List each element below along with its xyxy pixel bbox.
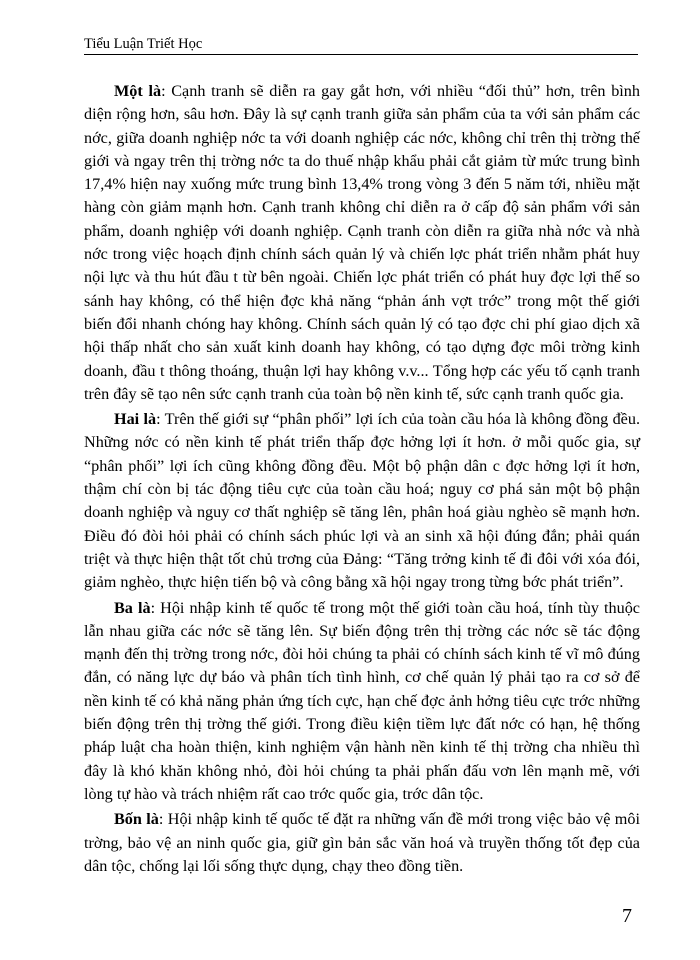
paragraph-lead: Hai là [114,410,157,429]
paragraph-text: : Hội nhập kinh tế quốc tế đặt ra những vấn đề mới trong việc bảo vệ môi trờng, bảo vệ an ninh quốc gia, giữ gìn bản sắc văn hoá và truyền thống tốt đẹp của dân tộc, chống lại lối sống thực dụng, chạy theo đồng tiền. [84,810,640,875]
paragraph-lead: Bốn là [114,810,159,829]
paragraph-hai-la [84,408,640,594]
paragraph-bon-la [84,808,640,878]
document-body [84,80,640,878]
page-number: 7 [622,905,632,927]
running-header: Tiểu Luận Triết Học [84,36,638,55]
paragraph-mot-la [84,80,640,406]
paragraph-lead: Ba là [114,598,151,617]
paragraph-text: : Hội nhập kinh tế quốc tế trong một thế giới toàn cầu hoá, tính tùy thuộc lẫn nhau giữa các nớc sẽ tăng lên. Sự biến động trên thị trờng các nớc sẽ tác động mạnh đến thị trờng trong nớc, đòi hỏi chúng ta phải có chính sách kinh tế vĩ mô đúng đắn, có năng lực dự báo và phân tích tình hình, cơ chế quản lý phải tạo ra cơ sở để nền kinh tế có khả năng phản ứng tích cực, hạn chế đợc ảnh hởng tiêu cực trớc những biến động trên thị trờng thế giới. Trong điều kiện tiềm lực đất nớc có hạn, hệ thống pháp luật cha hoàn thiện, kinh nghiệm vận hành nền kinh tế thị trờng cha nhiều thì đây là khó khăn không nhỏ, đòi hỏi chúng ta phải phấn đấu vơn lên mạnh mẽ, với lòng tự hào và trách nhiệm rất cao trớc quốc gia, trớc dân tộc. [84,598,640,803]
paragraph-lead: Một là [114,82,162,100]
paragraph-ba-la [84,597,640,807]
paragraph-text: : Cạnh tranh sẽ diễn ra gay gắt hơn, với nhiều “đối thủ” hơn, trên bình diện rộng hơn, sâu hơn. Đây là sự cạnh tranh giữa sản phẩm của ta với sản phẩm các nớc, giữa doanh nghiệp nớc ta với doanh nghiệp các nớc, không chỉ trên thị trờng thế giới và ngay trên thị trờng nớc ta do thuế nhập khẩu phải cắt giảm từ mức trung bình 17,4% hiện nay xuống mức trung bình 13,4% trong vòng 3 đến 5 năm tới, nhiều mặt hàng còn giảm mạnh hơn. Cạnh tranh không chỉ diễn ra ở cấp độ sản phẩm với sản phẩm, doanh nghiệp với doanh nghiệp. Cạnh tranh còn diễn ra giữa nhà nớc và nhà nớc trong việc hoạch định chính sách quản lý và chiến lợc phát triển nhằm phát huy nội lực và thu hút đầu t từ bên ngoài. Chiến lợc phát triển có phát huy đợc lợi thế so sánh hay không, có thể hiện đợc khả năng “phản ánh vợt trớc” trong một thế giới biến đổi nhanh chóng hay không. Chính sách quản lý có tạo đợc chi phí giao dịch xã hội thấp nhất cho sản xuất kinh doanh hay không, có tạo dựng đợc môi trờng kinh doanh, đầu t thông thoáng, thuận lợi hay không v.v... Tổng hợp các yếu tố cạnh tranh trên đây sẽ tạo nên sức cạnh tranh của toàn bộ nền kinh tế, sức cạnh tranh quốc gia. [84,82,640,403]
paragraph-text: : Trên thế giới sự “phân phối” lợi ích của toàn cầu hóa là không đồng đều. Những nớc có nền kinh tế phát triển thấp đợc hởng lợi ít hơn. ở mỗi quốc gia, sự “phân phối” lợi ích cũng không đồng đều. Một bộ phận dân c đợc hởng lợi ít hơn, thậm chí còn bị tác động tiêu cực của toàn cầu hoá; nguy cơ phá sản một bộ phận doanh nghiệp và nguy cơ thất nghiệp sẽ tăng lên, phân hoá giàu nghèo sẽ mạnh hơn. Điều đó đòi hỏi phải có chính sách phúc lợi và an sinh xã hội đúng đắn; phải quán triệt và thực hiện thật tốt chủ trơng của Đảng: “Tăng trởng kinh tế đi đôi với xóa đói, giảm nghèo, thực hiện tiến bộ và công bằng xã hội ngay trong từng bớc phát triển”. [84,410,641,592]
